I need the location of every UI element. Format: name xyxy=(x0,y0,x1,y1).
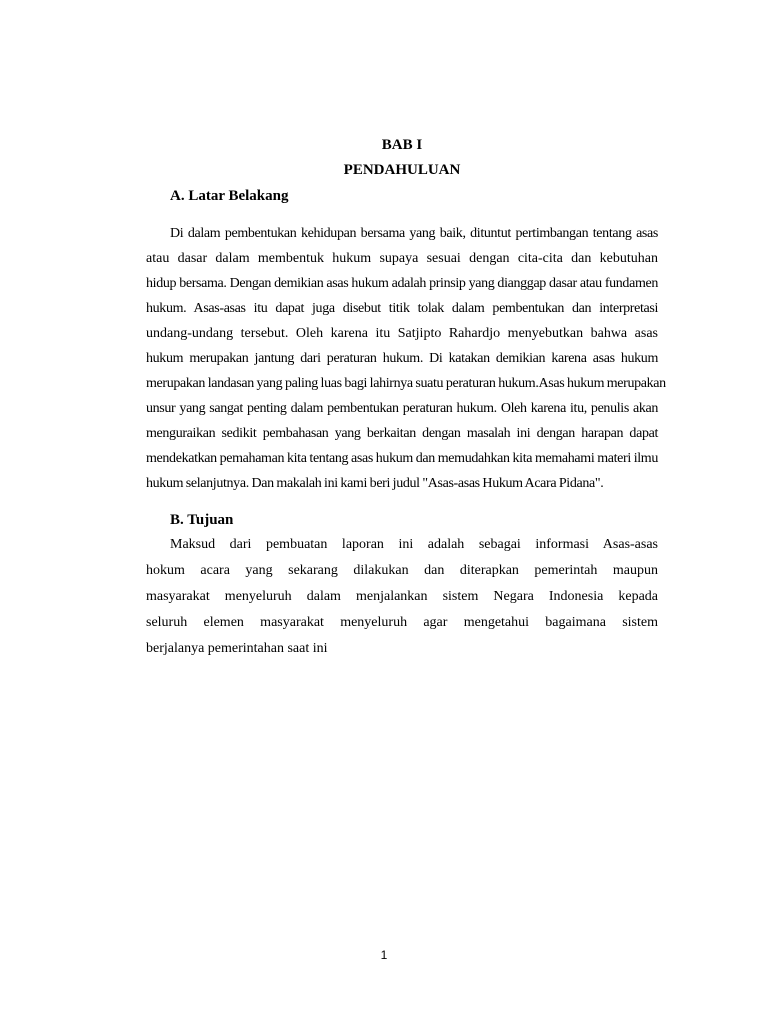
paragraph-line: masyarakat menyeluruh dalam menjalankan sistem Negara Indonesia kepada xyxy=(146,589,658,604)
chapter-number: BAB I xyxy=(381,137,423,153)
paragraph-line: merupakan landasan yang paling luas bagi lahirnya suatu peraturan hukum.Asas hukum merupakan xyxy=(146,376,666,391)
paragraph-line: atau dasar dalam membentuk hukum supaya sesuai dengan cita-cita dan kebutuhan xyxy=(146,251,658,266)
paragraph-line: seluruh elemen masyarakat menyeluruh agar mengetahui bagaimana sistem xyxy=(146,615,658,630)
paragraph-line: unsur yang sangat penting dalam pembentukan peraturan hukum. Oleh karena itu, penulis akan xyxy=(146,401,658,416)
paragraph-line: hidup bersama. Dengan demikian asas hukum adalah prinsip yang dianggap dasar atau fundamen xyxy=(146,276,658,291)
paragraph-line: undang-undang tersebut. Oleh karena itu Satjipto Rahardjo menyebutkan bahwa asas xyxy=(146,326,658,341)
paragraph-line: mendekatkan pemahaman kita tentang asas hukum dan memudahkan kita memahami materi ilmu xyxy=(146,451,658,466)
paragraph-line: Di dalam pembentukan kehidupan bersama yang baik, dituntut pertimbangan tentang asas xyxy=(170,226,658,241)
section-heading-tujuan: B. Tujuan xyxy=(170,512,234,528)
section-heading-latar-belakang: A. Latar Belakang xyxy=(170,188,289,204)
paragraph-line: hukum. Asas-asas itu dapat juga disebut titik tolak dalam pembentukan dan interpretasi xyxy=(146,301,658,316)
paragraph-line: hukum selanjutnya. Dan makalah ini kami beri judul "Asas-asas Hukum Acara Pidana". xyxy=(146,476,604,491)
paragraph-line: hokum acara yang sekarang dilakukan dan diterapkan pemerintah maupun xyxy=(146,563,658,578)
page-number: 1 xyxy=(380,948,388,962)
paragraph-line: berjalanya pemerintahan saat ini xyxy=(146,641,328,656)
paragraph-line: Maksud dari pembuatan laporan ini adalah sebagai informasi Asas-asas xyxy=(170,537,658,552)
chapter-title: PENDAHULUAN xyxy=(343,162,461,178)
paragraph-line: menguraikan sedikit pembahasan yang berkaitan dengan masalah ini dengan harapan dapat xyxy=(146,426,658,441)
paragraph-line: hukum merupakan jantung dari peraturan hukum. Di katakan demikian karena asas hukum xyxy=(146,351,658,366)
